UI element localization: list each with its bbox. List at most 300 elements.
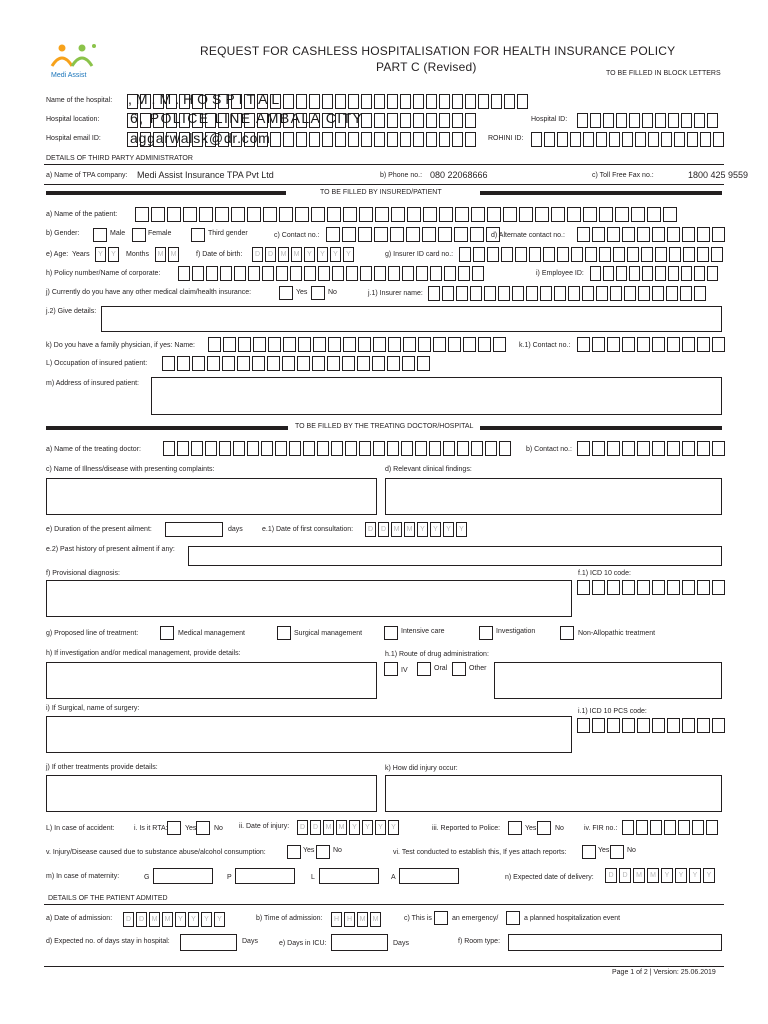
char-cell[interactable] xyxy=(289,441,301,456)
char-cell[interactable]: Y xyxy=(456,522,467,537)
char-cell[interactable] xyxy=(295,207,309,222)
char-cell[interactable] xyxy=(318,266,330,281)
char-cell[interactable] xyxy=(501,247,513,262)
maternity-a-field[interactable] xyxy=(399,868,459,884)
char-cell[interactable]: Y xyxy=(343,247,354,262)
char-cell[interactable] xyxy=(652,286,664,301)
char-cell[interactable] xyxy=(372,356,385,371)
char-cell[interactable]: D xyxy=(265,247,276,262)
char-cell[interactable] xyxy=(667,227,680,242)
char-cell[interactable] xyxy=(667,337,680,352)
char-cell[interactable] xyxy=(454,227,468,242)
char-cell[interactable]: M xyxy=(155,247,166,262)
char-cell[interactable] xyxy=(448,337,461,352)
char-cell[interactable] xyxy=(607,580,620,595)
char-cell[interactable]: D xyxy=(136,912,147,927)
char-cell[interactable] xyxy=(678,820,690,835)
char-cell[interactable] xyxy=(267,356,280,371)
char-cell[interactable] xyxy=(641,247,653,262)
char-cell[interactable] xyxy=(357,356,370,371)
char-cell[interactable] xyxy=(135,207,149,222)
char-cell[interactable] xyxy=(298,337,311,352)
third-gender-checkbox[interactable] xyxy=(191,228,205,242)
char-cell[interactable] xyxy=(517,94,528,109)
char-cell[interactable] xyxy=(163,441,175,456)
char-cell[interactable] xyxy=(707,266,718,281)
char-cell[interactable]: D xyxy=(123,912,134,927)
char-cell[interactable] xyxy=(592,441,605,456)
char-cell[interactable] xyxy=(348,132,359,147)
char-cell[interactable] xyxy=(642,266,653,281)
char-cell[interactable] xyxy=(637,718,650,733)
surgery-field[interactable] xyxy=(46,716,572,753)
other-treat-field[interactable] xyxy=(46,775,377,812)
char-cell[interactable]: D xyxy=(605,868,617,883)
char-cell[interactable] xyxy=(400,113,411,128)
char-cell[interactable] xyxy=(543,247,555,262)
char-cell[interactable] xyxy=(358,337,371,352)
char-cell[interactable] xyxy=(635,132,646,147)
char-cell[interactable] xyxy=(610,286,622,301)
other-route-checkbox[interactable] xyxy=(452,662,466,676)
char-cell[interactable] xyxy=(712,580,725,595)
char-cell[interactable] xyxy=(471,441,483,456)
char-cell[interactable] xyxy=(328,337,341,352)
char-cell[interactable] xyxy=(343,337,356,352)
delivery-date-cells[interactable] xyxy=(605,868,717,883)
char-cell[interactable] xyxy=(279,207,293,222)
char-cell[interactable] xyxy=(694,113,705,128)
char-cell[interactable] xyxy=(472,266,484,281)
char-cell[interactable] xyxy=(622,580,635,595)
contact-cells[interactable] xyxy=(326,227,502,242)
char-cell[interactable] xyxy=(297,356,310,371)
char-cell[interactable] xyxy=(582,286,594,301)
char-cell[interactable] xyxy=(407,207,421,222)
char-cell[interactable] xyxy=(712,718,725,733)
char-cell[interactable] xyxy=(577,337,590,352)
char-cell[interactable]: Y xyxy=(675,868,687,883)
char-cell[interactable]: Y xyxy=(95,247,106,262)
char-cell[interactable] xyxy=(439,207,453,222)
char-cell[interactable] xyxy=(681,113,692,128)
char-cell[interactable] xyxy=(331,441,343,456)
char-cell[interactable] xyxy=(413,132,424,147)
char-cell[interactable] xyxy=(583,132,594,147)
char-cell[interactable] xyxy=(373,441,385,456)
char-cell[interactable]: D xyxy=(252,247,263,262)
police-yes-checkbox[interactable] xyxy=(508,821,522,835)
maternity-g-field[interactable] xyxy=(153,868,213,884)
icu-field[interactable] xyxy=(331,934,388,951)
char-cell[interactable] xyxy=(177,356,190,371)
char-cell[interactable]: M xyxy=(633,868,645,883)
char-cell[interactable] xyxy=(359,207,373,222)
char-cell[interactable]: Y xyxy=(201,912,212,927)
char-cell[interactable] xyxy=(487,207,501,222)
char-cell[interactable] xyxy=(697,227,710,242)
char-cell[interactable] xyxy=(215,207,229,222)
char-cell[interactable] xyxy=(603,113,614,128)
char-cell[interactable] xyxy=(375,207,389,222)
char-cell[interactable] xyxy=(627,247,639,262)
char-cell[interactable] xyxy=(570,132,581,147)
char-cell[interactable] xyxy=(387,356,400,371)
char-cell[interactable]: Y xyxy=(703,868,715,883)
dob-cells[interactable] xyxy=(252,247,356,262)
char-cell[interactable] xyxy=(428,286,440,301)
char-cell[interactable] xyxy=(661,132,672,147)
rta-no-checkbox[interactable] xyxy=(196,821,210,835)
char-cell[interactable] xyxy=(253,337,266,352)
char-cell[interactable] xyxy=(276,266,288,281)
fir-cells[interactable] xyxy=(622,820,720,835)
char-cell[interactable]: M xyxy=(168,247,179,262)
age-years-cells[interactable] xyxy=(95,247,121,262)
rohini-id-cells[interactable] xyxy=(531,132,726,147)
char-cell[interactable] xyxy=(345,441,357,456)
char-cell[interactable] xyxy=(473,247,485,262)
char-cell[interactable] xyxy=(652,337,665,352)
char-cell[interactable] xyxy=(438,227,452,242)
char-cell[interactable]: M xyxy=(149,912,160,927)
char-cell[interactable] xyxy=(401,441,413,456)
char-cell[interactable] xyxy=(668,266,679,281)
char-cell[interactable] xyxy=(465,113,476,128)
age-months-cells[interactable] xyxy=(155,247,181,262)
char-cell[interactable] xyxy=(429,441,441,456)
char-cell[interactable] xyxy=(262,266,274,281)
occupation-cells[interactable] xyxy=(162,356,432,371)
char-cell[interactable] xyxy=(712,337,725,352)
char-cell[interactable] xyxy=(237,356,250,371)
char-cell[interactable] xyxy=(403,337,416,352)
char-cell[interactable] xyxy=(207,356,220,371)
char-cell[interactable] xyxy=(531,132,542,147)
insurer-card-cells[interactable] xyxy=(459,247,725,262)
char-cell[interactable] xyxy=(455,207,469,222)
char-cell[interactable]: H xyxy=(331,912,342,927)
char-cell[interactable] xyxy=(515,247,527,262)
char-cell[interactable] xyxy=(283,94,294,109)
char-cell[interactable] xyxy=(223,337,236,352)
char-cell[interactable] xyxy=(268,337,281,352)
char-cell[interactable] xyxy=(417,356,430,371)
char-cell[interactable] xyxy=(655,266,666,281)
char-cell[interactable] xyxy=(402,356,415,371)
icd10-cells[interactable] xyxy=(577,580,727,595)
char-cell[interactable] xyxy=(342,227,356,242)
char-cell[interactable] xyxy=(603,266,614,281)
char-cell[interactable]: Y xyxy=(430,522,441,537)
char-cell[interactable] xyxy=(571,247,583,262)
char-cell[interactable] xyxy=(422,227,436,242)
char-cell[interactable] xyxy=(471,207,485,222)
char-cell[interactable] xyxy=(697,337,710,352)
alt-contact-cells[interactable] xyxy=(577,227,727,242)
char-cell[interactable] xyxy=(465,132,476,147)
char-cell[interactable]: H xyxy=(344,912,355,927)
char-cell[interactable] xyxy=(697,580,710,595)
char-cell[interactable]: D xyxy=(378,522,389,537)
char-cell[interactable] xyxy=(544,132,555,147)
diagnosis-field[interactable] xyxy=(46,580,572,617)
char-cell[interactable] xyxy=(667,441,680,456)
char-cell[interactable] xyxy=(491,94,502,109)
insurer-name-cells[interactable] xyxy=(428,286,708,301)
char-cell[interactable] xyxy=(667,580,680,595)
other-route-field[interactable] xyxy=(494,662,722,699)
other-claim-yes-checkbox[interactable] xyxy=(279,286,293,300)
char-cell[interactable] xyxy=(713,132,724,147)
char-cell[interactable] xyxy=(622,820,634,835)
char-cell[interactable] xyxy=(443,441,455,456)
char-cell[interactable] xyxy=(622,227,635,242)
char-cell[interactable] xyxy=(504,94,515,109)
female-checkbox[interactable] xyxy=(132,228,146,242)
char-cell[interactable] xyxy=(374,227,388,242)
char-cell[interactable] xyxy=(426,113,437,128)
physician-name-cells[interactable] xyxy=(208,337,508,352)
char-cell[interactable]: M xyxy=(291,247,302,262)
char-cell[interactable] xyxy=(666,286,678,301)
char-cell[interactable] xyxy=(252,356,265,371)
iv-checkbox[interactable] xyxy=(384,662,398,676)
char-cell[interactable] xyxy=(387,94,398,109)
char-cell[interactable]: Y xyxy=(349,820,360,835)
char-cell[interactable] xyxy=(470,227,484,242)
char-cell[interactable] xyxy=(283,337,296,352)
char-cell[interactable]: M xyxy=(647,868,659,883)
admission-time-cells[interactable] xyxy=(331,912,383,927)
surgical-management-checkbox[interactable] xyxy=(277,626,291,640)
char-cell[interactable] xyxy=(648,132,659,147)
char-cell[interactable] xyxy=(465,94,476,109)
char-cell[interactable] xyxy=(711,247,723,262)
address-field[interactable] xyxy=(151,377,722,415)
char-cell[interactable] xyxy=(206,266,218,281)
char-cell[interactable] xyxy=(388,266,400,281)
test-no-checkbox[interactable] xyxy=(610,845,624,859)
char-cell[interactable] xyxy=(669,247,681,262)
char-cell[interactable] xyxy=(358,227,372,242)
illness-field[interactable] xyxy=(46,478,377,515)
char-cell[interactable] xyxy=(636,820,648,835)
male-checkbox[interactable] xyxy=(93,228,107,242)
char-cell[interactable] xyxy=(374,113,385,128)
char-cell[interactable] xyxy=(430,266,442,281)
char-cell[interactable] xyxy=(590,113,601,128)
char-cell[interactable] xyxy=(342,356,355,371)
maternity-p-field[interactable] xyxy=(235,868,295,884)
char-cell[interactable] xyxy=(247,441,259,456)
char-cell[interactable] xyxy=(391,207,405,222)
char-cell[interactable] xyxy=(452,132,463,147)
char-cell[interactable] xyxy=(712,441,725,456)
char-cell[interactable]: D xyxy=(365,522,376,537)
char-cell[interactable] xyxy=(457,441,469,456)
findings-field[interactable] xyxy=(385,478,722,515)
char-cell[interactable] xyxy=(682,337,695,352)
char-cell[interactable] xyxy=(652,441,665,456)
char-cell[interactable] xyxy=(622,441,635,456)
char-cell[interactable] xyxy=(374,266,386,281)
char-cell[interactable] xyxy=(388,337,401,352)
char-cell[interactable] xyxy=(359,441,371,456)
char-cell[interactable] xyxy=(655,247,667,262)
char-cell[interactable] xyxy=(585,247,597,262)
char-cell[interactable] xyxy=(312,356,325,371)
char-cell[interactable] xyxy=(529,247,541,262)
char-cell[interactable] xyxy=(707,113,718,128)
char-cell[interactable] xyxy=(697,718,710,733)
char-cell[interactable] xyxy=(346,266,358,281)
char-cell[interactable] xyxy=(327,356,340,371)
char-cell[interactable] xyxy=(452,113,463,128)
char-cell[interactable] xyxy=(177,441,189,456)
char-cell[interactable] xyxy=(599,247,611,262)
char-cell[interactable] xyxy=(178,266,190,281)
char-cell[interactable] xyxy=(551,207,565,222)
char-cell[interactable] xyxy=(478,337,491,352)
char-cell[interactable] xyxy=(629,113,640,128)
char-cell[interactable]: Y xyxy=(175,912,186,927)
char-cell[interactable] xyxy=(387,113,398,128)
char-cell[interactable] xyxy=(667,718,680,733)
char-cell[interactable] xyxy=(478,94,489,109)
intensive-care-checkbox[interactable] xyxy=(384,626,398,640)
char-cell[interactable] xyxy=(296,132,307,147)
char-cell[interactable] xyxy=(674,132,685,147)
char-cell[interactable] xyxy=(622,718,635,733)
char-cell[interactable] xyxy=(415,441,427,456)
char-cell[interactable] xyxy=(444,266,456,281)
char-cell[interactable] xyxy=(400,94,411,109)
char-cell[interactable] xyxy=(583,207,597,222)
first-consult-cells[interactable] xyxy=(365,522,469,537)
char-cell[interactable] xyxy=(390,227,404,242)
give-details-field[interactable] xyxy=(101,306,722,332)
char-cell[interactable] xyxy=(596,286,608,301)
char-cell[interactable] xyxy=(577,113,588,128)
char-cell[interactable] xyxy=(439,113,450,128)
char-cell[interactable] xyxy=(637,580,650,595)
char-cell[interactable] xyxy=(622,132,633,147)
char-cell[interactable] xyxy=(700,132,711,147)
char-cell[interactable] xyxy=(638,286,650,301)
char-cell[interactable]: Y xyxy=(108,247,119,262)
char-cell[interactable] xyxy=(498,286,510,301)
char-cell[interactable] xyxy=(233,441,245,456)
char-cell[interactable] xyxy=(387,132,398,147)
char-cell[interactable] xyxy=(680,286,692,301)
char-cell[interactable] xyxy=(557,247,569,262)
char-cell[interactable]: D xyxy=(310,820,321,835)
char-cell[interactable] xyxy=(609,132,620,147)
char-cell[interactable] xyxy=(433,337,446,352)
char-cell[interactable] xyxy=(317,441,329,456)
rta-yes-checkbox[interactable] xyxy=(167,821,181,835)
char-cell[interactable]: M xyxy=(391,522,402,537)
char-cell[interactable]: Y xyxy=(304,247,315,262)
char-cell[interactable] xyxy=(613,247,625,262)
char-cell[interactable]: Y xyxy=(330,247,341,262)
char-cell[interactable] xyxy=(413,113,424,128)
char-cell[interactable] xyxy=(590,266,601,281)
substance-no-checkbox[interactable] xyxy=(316,845,330,859)
medical-management-checkbox[interactable] xyxy=(160,626,174,640)
char-cell[interactable] xyxy=(592,337,605,352)
char-cell[interactable] xyxy=(205,441,217,456)
char-cell[interactable] xyxy=(400,132,411,147)
char-cell[interactable] xyxy=(231,207,245,222)
char-cell[interactable] xyxy=(687,132,698,147)
patient-name-cells[interactable] xyxy=(135,207,679,222)
char-cell[interactable] xyxy=(238,337,251,352)
char-cell[interactable] xyxy=(655,113,666,128)
non-allopathic-checkbox[interactable] xyxy=(560,626,574,640)
char-cell[interactable] xyxy=(629,266,640,281)
char-cell[interactable] xyxy=(332,266,344,281)
char-cell[interactable] xyxy=(615,207,629,222)
emergency-checkbox[interactable] xyxy=(434,911,448,925)
char-cell[interactable] xyxy=(706,820,718,835)
other-claim-no-checkbox[interactable] xyxy=(311,286,325,300)
char-cell[interactable]: Y xyxy=(362,820,373,835)
char-cell[interactable] xyxy=(624,286,636,301)
char-cell[interactable] xyxy=(652,227,665,242)
physician-contact-cells[interactable] xyxy=(577,337,727,352)
char-cell[interactable] xyxy=(519,207,533,222)
char-cell[interactable] xyxy=(247,207,261,222)
char-cell[interactable]: M xyxy=(370,912,381,927)
injury-date-cells[interactable] xyxy=(297,820,401,835)
char-cell[interactable] xyxy=(485,441,497,456)
char-cell[interactable] xyxy=(192,266,204,281)
char-cell[interactable] xyxy=(682,227,695,242)
icd10pcs-cells[interactable] xyxy=(577,718,727,733)
char-cell[interactable] xyxy=(416,266,428,281)
char-cell[interactable] xyxy=(426,94,437,109)
char-cell[interactable] xyxy=(694,266,705,281)
char-cell[interactable]: Y xyxy=(188,912,199,927)
char-cell[interactable] xyxy=(596,132,607,147)
char-cell[interactable] xyxy=(577,441,590,456)
char-cell[interactable] xyxy=(663,207,677,222)
char-cell[interactable] xyxy=(311,207,325,222)
char-cell[interactable] xyxy=(577,580,590,595)
char-cell[interactable] xyxy=(694,286,706,301)
char-cell[interactable]: M xyxy=(357,912,368,927)
char-cell[interactable]: Y xyxy=(443,522,454,537)
char-cell[interactable] xyxy=(220,266,232,281)
char-cell[interactable] xyxy=(309,94,320,109)
char-cell[interactable] xyxy=(222,356,235,371)
char-cell[interactable] xyxy=(191,441,203,456)
char-cell[interactable] xyxy=(458,266,470,281)
char-cell[interactable] xyxy=(459,247,471,262)
char-cell[interactable] xyxy=(418,337,431,352)
char-cell[interactable] xyxy=(577,718,590,733)
char-cell[interactable] xyxy=(607,337,620,352)
char-cell[interactable] xyxy=(535,207,549,222)
char-cell[interactable] xyxy=(554,286,566,301)
char-cell[interactable] xyxy=(567,207,581,222)
char-cell[interactable] xyxy=(167,207,181,222)
char-cell[interactable] xyxy=(664,820,676,835)
room-type-field[interactable] xyxy=(508,934,722,951)
char-cell[interactable] xyxy=(540,286,552,301)
